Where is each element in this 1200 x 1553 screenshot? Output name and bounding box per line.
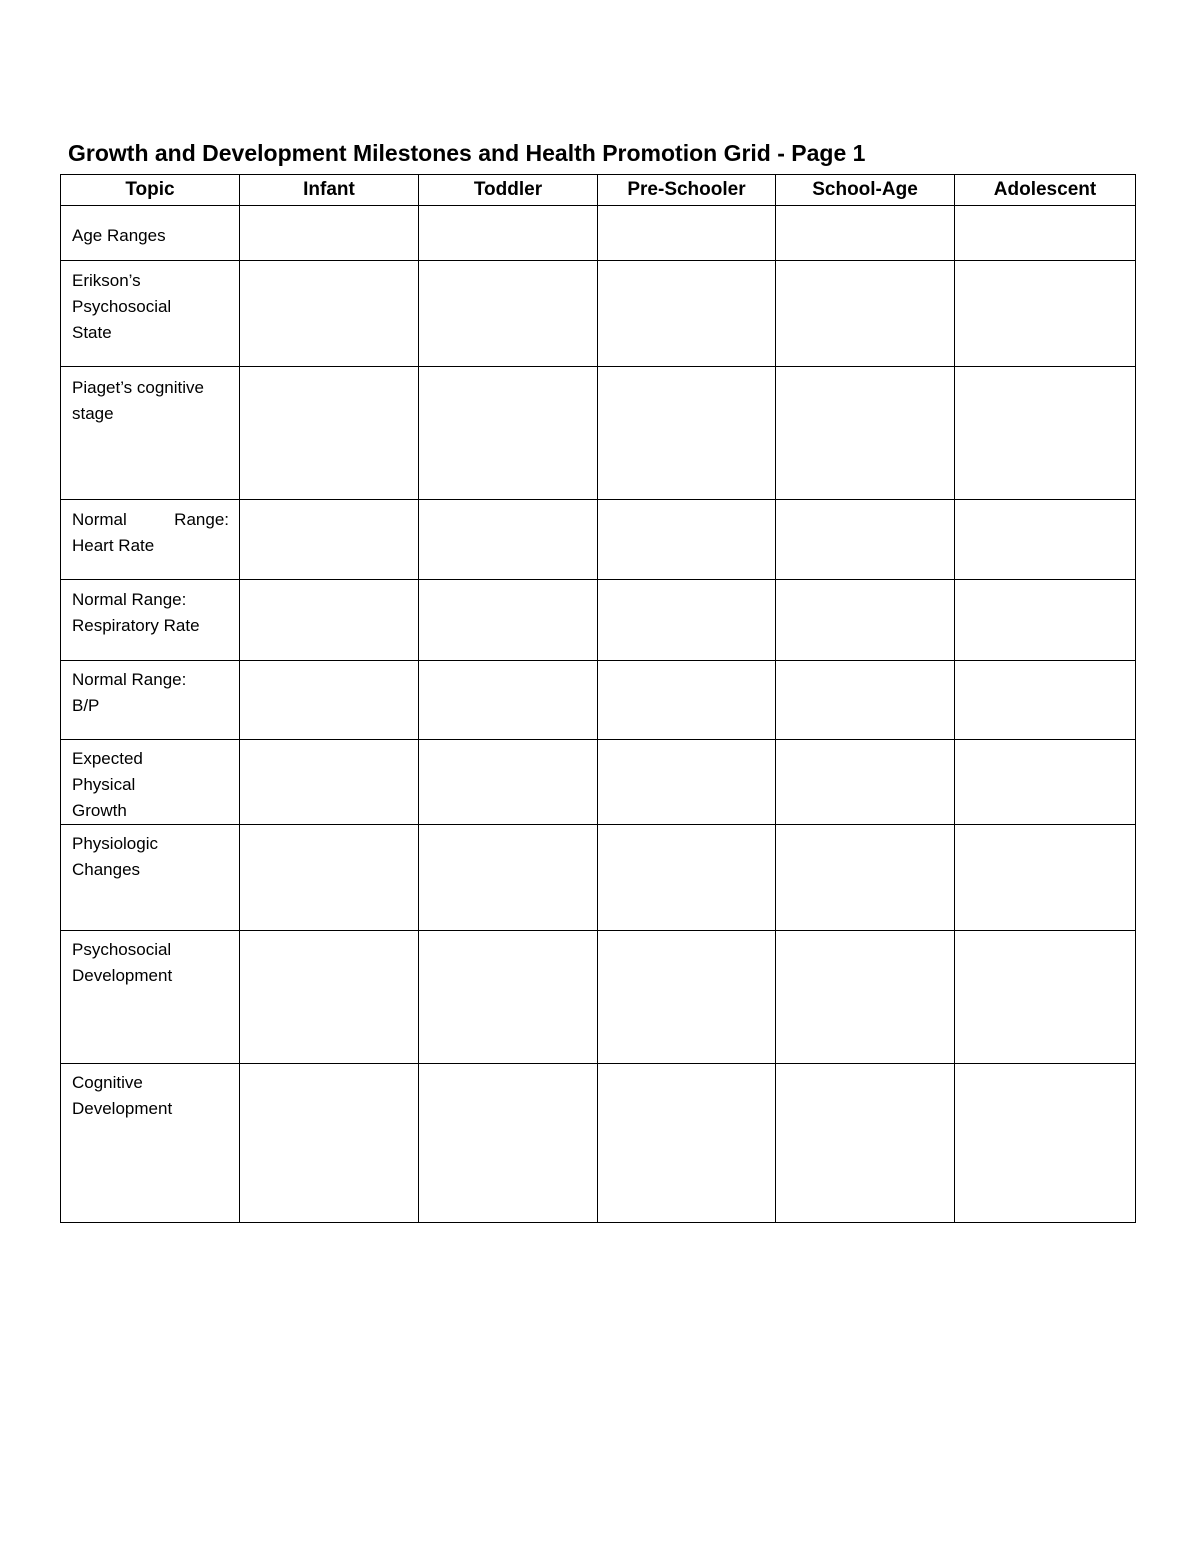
topic-cell: Normal Range: B/P <box>61 661 240 740</box>
infant-cell[interactable] <box>240 367 419 500</box>
toddler-cell[interactable] <box>419 1064 598 1223</box>
school-age-cell[interactable] <box>776 1064 955 1223</box>
toddler-cell[interactable] <box>419 931 598 1064</box>
school-age-cell[interactable] <box>776 580 955 661</box>
toddler-cell[interactable] <box>419 500 598 580</box>
toddler-cell[interactable] <box>419 580 598 661</box>
toddler-cell[interactable] <box>419 740 598 825</box>
topic-cell: Normal Range: Respiratory Rate <box>61 580 240 661</box>
pre-schooler-cell[interactable] <box>598 931 776 1064</box>
table-row <box>61 580 1136 661</box>
milestones-grid <box>60 174 1136 1223</box>
adolescent-cell[interactable] <box>955 661 1136 740</box>
header-adolescent: Adolescent <box>955 175 1136 206</box>
table-row <box>61 1064 1136 1223</box>
school-age-cell[interactable] <box>776 661 955 740</box>
adolescent-cell[interactable] <box>955 931 1136 1064</box>
school-age-cell[interactable] <box>776 367 955 500</box>
toddler-cell[interactable] <box>419 367 598 500</box>
table-row <box>61 206 1136 261</box>
pre-schooler-cell[interactable] <box>598 261 776 367</box>
pre-schooler-cell[interactable] <box>598 825 776 931</box>
header-school-age: School-Age <box>776 175 955 206</box>
toddler-cell[interactable] <box>419 661 598 740</box>
school-age-cell[interactable] <box>776 206 955 261</box>
pre-schooler-cell[interactable] <box>598 661 776 740</box>
table-row <box>61 931 1136 1064</box>
school-age-cell[interactable] <box>776 500 955 580</box>
topic-cell: Expected Physical Growth <box>61 740 240 825</box>
topic-line: Heart Rate <box>72 536 155 555</box>
school-age-cell[interactable] <box>776 931 955 1064</box>
topic-cell: Physiologic Changes <box>61 825 240 931</box>
infant-cell[interactable] <box>240 1064 419 1223</box>
pre-schooler-cell[interactable] <box>598 500 776 580</box>
adolescent-cell[interactable] <box>955 580 1136 661</box>
pre-schooler-cell[interactable] <box>598 740 776 825</box>
adolescent-cell[interactable] <box>955 1064 1136 1223</box>
adolescent-cell[interactable] <box>955 740 1136 825</box>
school-age-cell[interactable] <box>776 261 955 367</box>
topic-cell <box>61 500 240 580</box>
page-title: Growth and Development Milestones and Health Promotion Grid - Page 1 <box>68 140 866 166</box>
topic-cell: Age Ranges <box>61 206 240 261</box>
infant-cell[interactable] <box>240 661 419 740</box>
infant-cell[interactable] <box>240 206 419 261</box>
pre-schooler-cell[interactable] <box>598 580 776 661</box>
school-age-cell[interactable] <box>776 825 955 931</box>
table-row <box>61 740 1136 825</box>
header-infant: Infant <box>240 175 419 206</box>
table-row <box>61 500 1136 580</box>
table-row <box>61 825 1136 931</box>
adolescent-cell[interactable] <box>955 825 1136 931</box>
header-row <box>61 175 1136 206</box>
pre-schooler-cell[interactable] <box>598 206 776 261</box>
infant-cell[interactable] <box>240 825 419 931</box>
toddler-cell[interactable] <box>419 206 598 261</box>
infant-cell[interactable] <box>240 580 419 661</box>
topic-cell: Cognitive Development <box>61 1064 240 1223</box>
infant-cell[interactable] <box>240 261 419 367</box>
adolescent-cell[interactable] <box>955 367 1136 500</box>
infant-cell[interactable] <box>240 931 419 1064</box>
adolescent-cell[interactable] <box>955 500 1136 580</box>
header-pre-schooler: Pre-Schooler <box>598 175 776 206</box>
pre-schooler-cell[interactable] <box>598 1064 776 1223</box>
header-topic: Topic <box>61 175 240 206</box>
adolescent-cell[interactable] <box>955 206 1136 261</box>
topic-line: Normal Range: <box>72 510 229 529</box>
pre-schooler-cell[interactable] <box>598 367 776 500</box>
table-row <box>61 367 1136 500</box>
topic-cell: Psychosocial Development <box>61 931 240 1064</box>
header-toddler: Toddler <box>419 175 598 206</box>
school-age-cell[interactable] <box>776 740 955 825</box>
adolescent-cell[interactable] <box>955 261 1136 367</box>
infant-cell[interactable] <box>240 740 419 825</box>
toddler-cell[interactable] <box>419 825 598 931</box>
topic-cell: Piaget’s cognitive stage <box>61 367 240 500</box>
toddler-cell[interactable] <box>419 261 598 367</box>
topic-cell: Erikson’s Psychosocial State <box>61 261 240 367</box>
table-row <box>61 261 1136 367</box>
table-row <box>61 661 1136 740</box>
infant-cell[interactable] <box>240 500 419 580</box>
